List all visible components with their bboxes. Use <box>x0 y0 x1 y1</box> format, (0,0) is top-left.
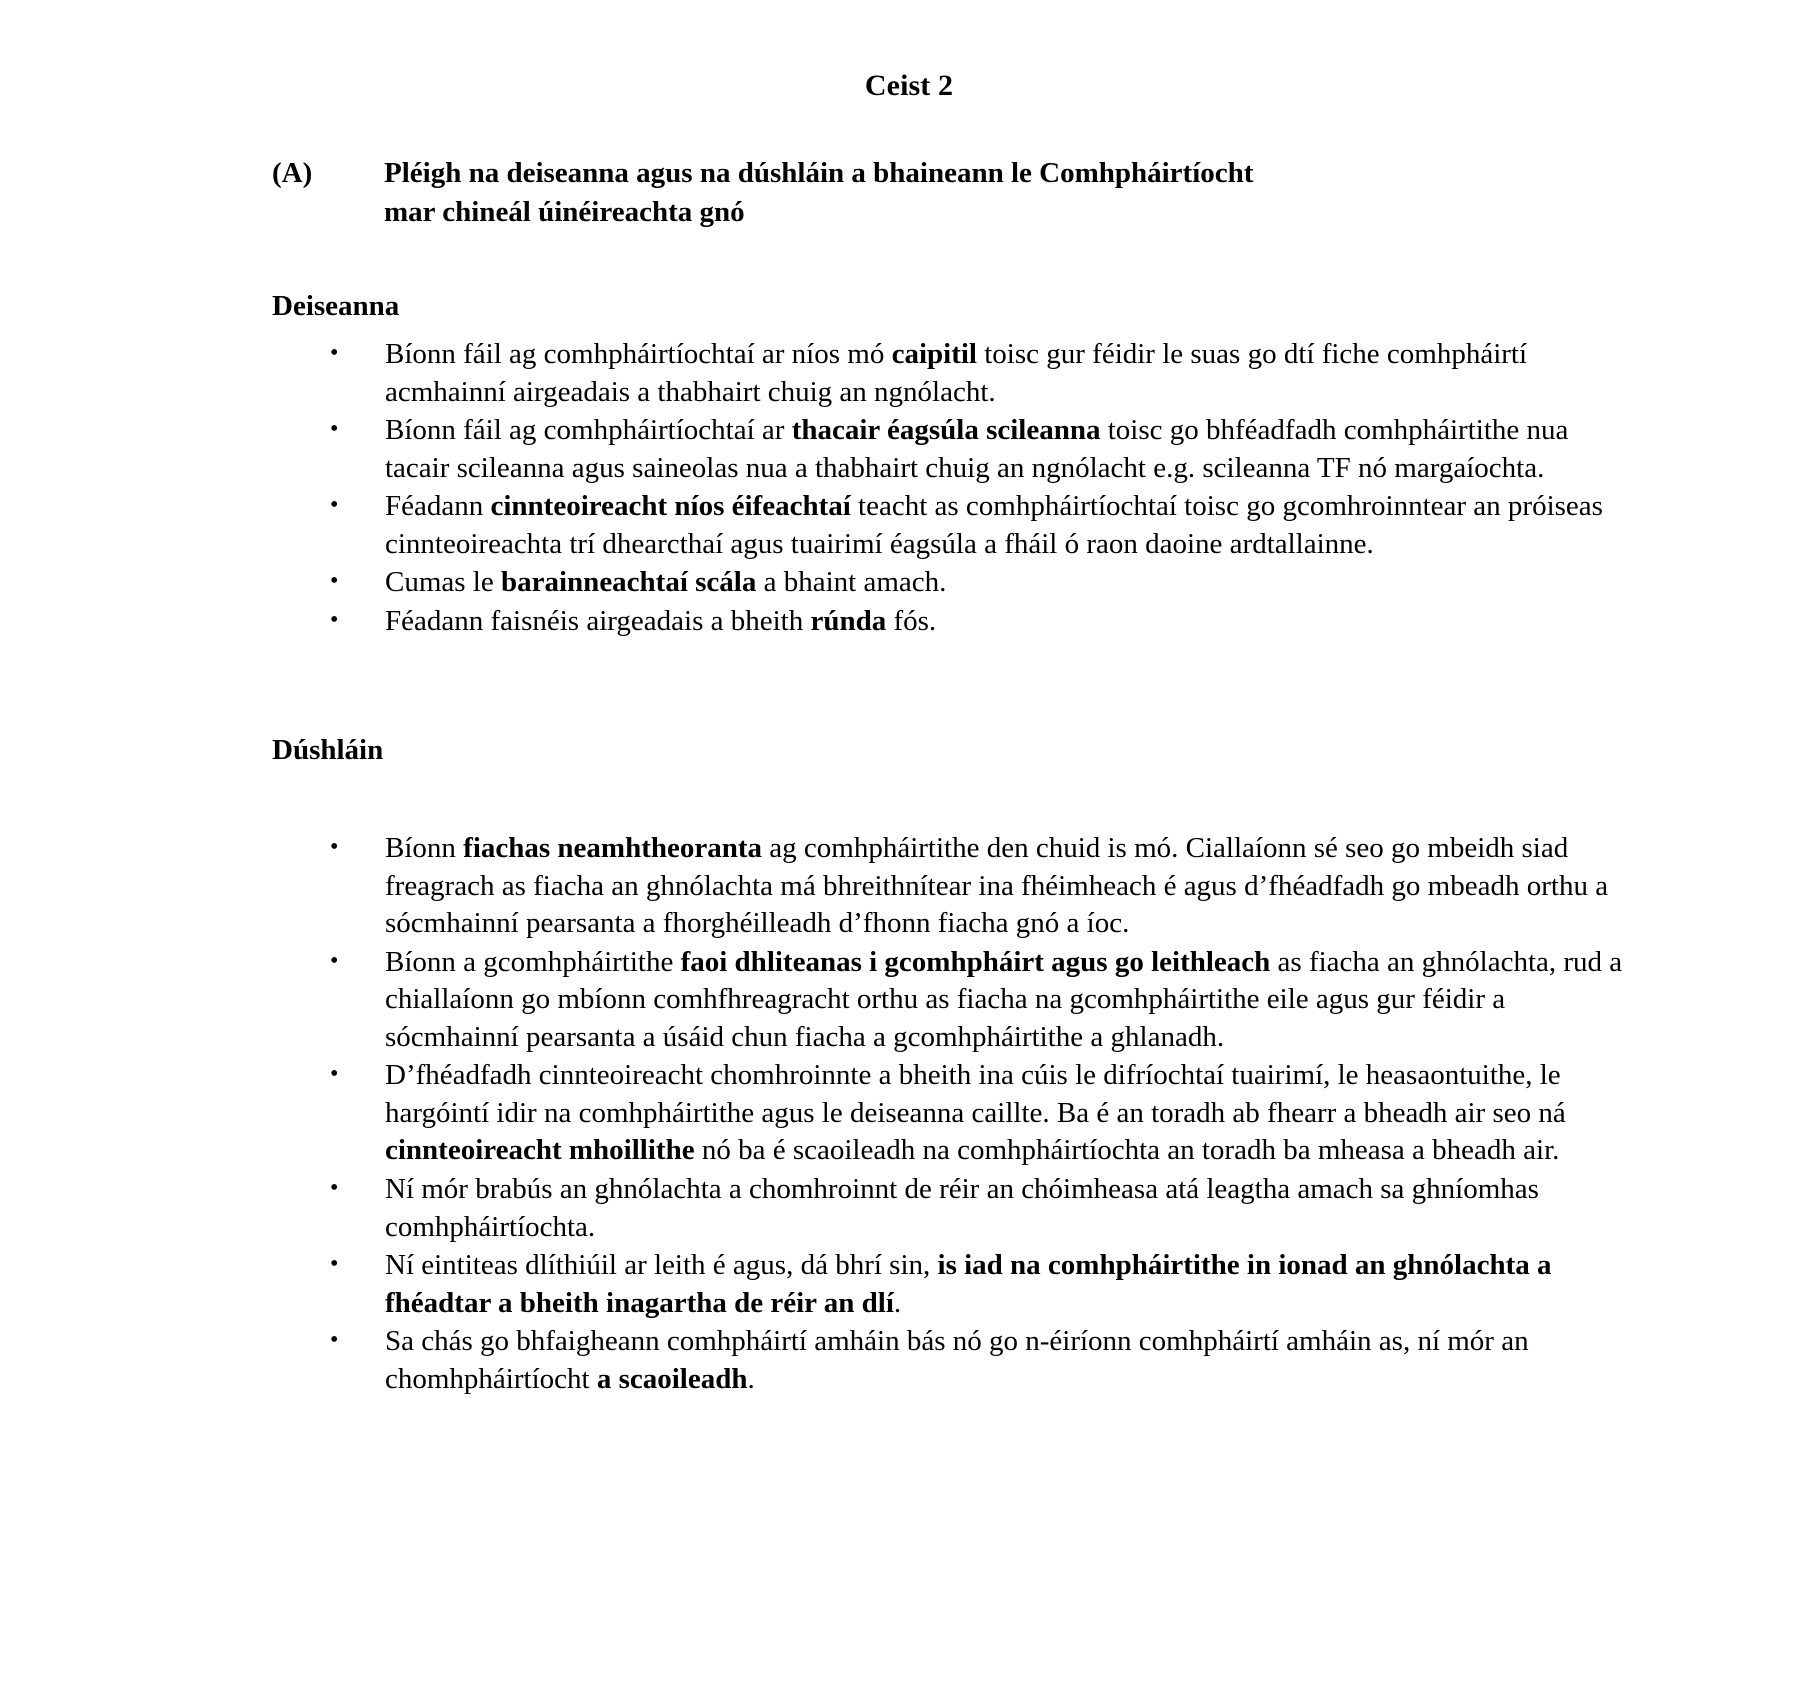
body-text: a bhaint amach. <box>756 566 947 599</box>
question-label: (A) <box>272 157 313 189</box>
question-prompt-line-2: mar chineál úinéireachta gnó <box>384 196 745 229</box>
emphasis-text: barainneachtaí scála <box>501 566 757 599</box>
question-prompt-line-1: Pléigh na deiseanna agus na dúshláin a bhaineann le Comhpháirtíocht <box>384 157 1254 189</box>
body-text: Bíonn fáil ag comhpháirtíochtaí ar níos mó <box>385 337 892 370</box>
emphasis-text: cinnteoireacht níos éifeachtaí <box>490 490 851 523</box>
body-text: Cumas le <box>385 566 501 599</box>
body-text: D’fhéadfadh cinnteoireacht chomhroinnte a bheith ina cúis le difríochtaí tuairimí, le heasaontuithe, le hargóintí idir na comhpháirtithe agus le deiseanna caillte. Ba é an toradh ab fhearr a bheadh air seo ná <box>385 1059 1566 1129</box>
body-text: Féadann <box>385 490 491 523</box>
body-text: teacht as comhpháirtíochtaí toisc go gcomhroinntear an próiseas cinnteoireachta trí dhearcthaí agus tuairimí éagsúla a fháil ó raon daoine ardtallainne. <box>385 490 1603 560</box>
deiseanna-bullet-list <box>0 336 1818 640</box>
list-item <box>0 1323 1818 1398</box>
body-text: ag comhpháirtithe den chuid is mó. Ciallaíonn sé seo go mbeidh siad freagrach as fiacha an ghnólachta má bhreithnítear ina fhéimheach é agus d’fhéadfadh go mbeadh orthu a sócmhainní pearsanta a fhorghéilleadh d’fhonn fiacha gnó a íoc. <box>385 832 1609 940</box>
list-item <box>0 336 1818 411</box>
body-text: toisc gur féidir le suas go dtí fiche comhpháirtí acmhainní airgeadais a thabhairt chuig an ngnólacht. <box>385 337 1528 408</box>
emphasis-text: rúnda <box>810 604 887 637</box>
list-item <box>0 1057 1818 1170</box>
emphasis-text: caipitil <box>891 337 977 370</box>
dushlain-bullet-list <box>0 830 1818 1398</box>
list-item <box>0 564 1818 602</box>
list-item <box>0 944 1818 1057</box>
body-text: . <box>893 1286 902 1319</box>
list-item <box>0 1247 1818 1322</box>
body-text: Féadann faisnéis airgeadais a bheith <box>385 604 811 637</box>
emphasis-text: a scaoileadh <box>596 1362 748 1395</box>
body-text: Bíonn a gcomhpháirtithe <box>385 945 681 978</box>
body-text: Sa chás go bhfaigheann comhpháirtí amháin bás nó go n-éiríonn comhpháirtí amháin as, ní mór an chomhpháirtíocht <box>385 1325 1529 1395</box>
body-text: toisc go bhféadfadh comhpháirtithe nua tacair scileanna agus saineolas nua a thabhairt chuig an ngnólacht e.g. scileanna TF nó margaíochta. <box>385 414 1569 484</box>
emphasis-text: cinnteoireacht mhoillithe <box>385 1134 695 1167</box>
body-text: Ní eintiteas dlíthiúil ar leith é agus, dá bhrí sin, <box>385 1249 938 1282</box>
section-heading-dushlain: Dúshláin <box>272 734 384 767</box>
emphasis-text: thacair éagsúla scileanna <box>791 414 1101 447</box>
body-text: as fiacha an ghnólachta, rud a chiallaíonn go mbíonn comhfhreagracht orthu as fiacha na gcomhpháirtithe eile agus gur féidir a sócmhainní pearsanta a úsáid chun fiacha a gcomhpháirtithe a ghlanadh. <box>385 945 1623 1053</box>
emphasis-text: faoi dhliteanas i gcomhpháirt agus go leithleach <box>680 945 1271 978</box>
section-heading-deiseanna: Deiseanna <box>272 290 400 323</box>
body-text: fós. <box>886 604 937 637</box>
body-text: Bíonn fáil ag comhpháirtíochtaí ar <box>385 414 792 447</box>
emphasis-text: fiachas neamhtheoranta <box>463 832 763 865</box>
list-item <box>0 603 1818 641</box>
page-title: Ceist 2 <box>864 69 954 102</box>
body-text: Bíonn <box>385 832 464 865</box>
body-text: Ní mór brabús an ghnólachta a chomhroinnt de réir an chóimheasa atá leagtha amach sa ghníomhas comhpháirtíochta. <box>385 1172 1539 1243</box>
list-item <box>0 1171 1818 1246</box>
list-item <box>0 488 1818 563</box>
list-item <box>0 412 1818 487</box>
emphasis-text: is iad na comhpháirtithe in ionad an ghnólachta a fhéadtar a bheith inagartha de réir an dlí <box>385 1249 1552 1319</box>
question-prompt <box>384 154 1504 232</box>
body-text: . <box>747 1362 755 1395</box>
list-item <box>0 830 1818 943</box>
body-text: nó ba é scaoileadh na comhpháirtíochta an toradh ba mheasa a bheadh air. <box>694 1134 1560 1167</box>
question-part-a <box>0 154 1818 232</box>
